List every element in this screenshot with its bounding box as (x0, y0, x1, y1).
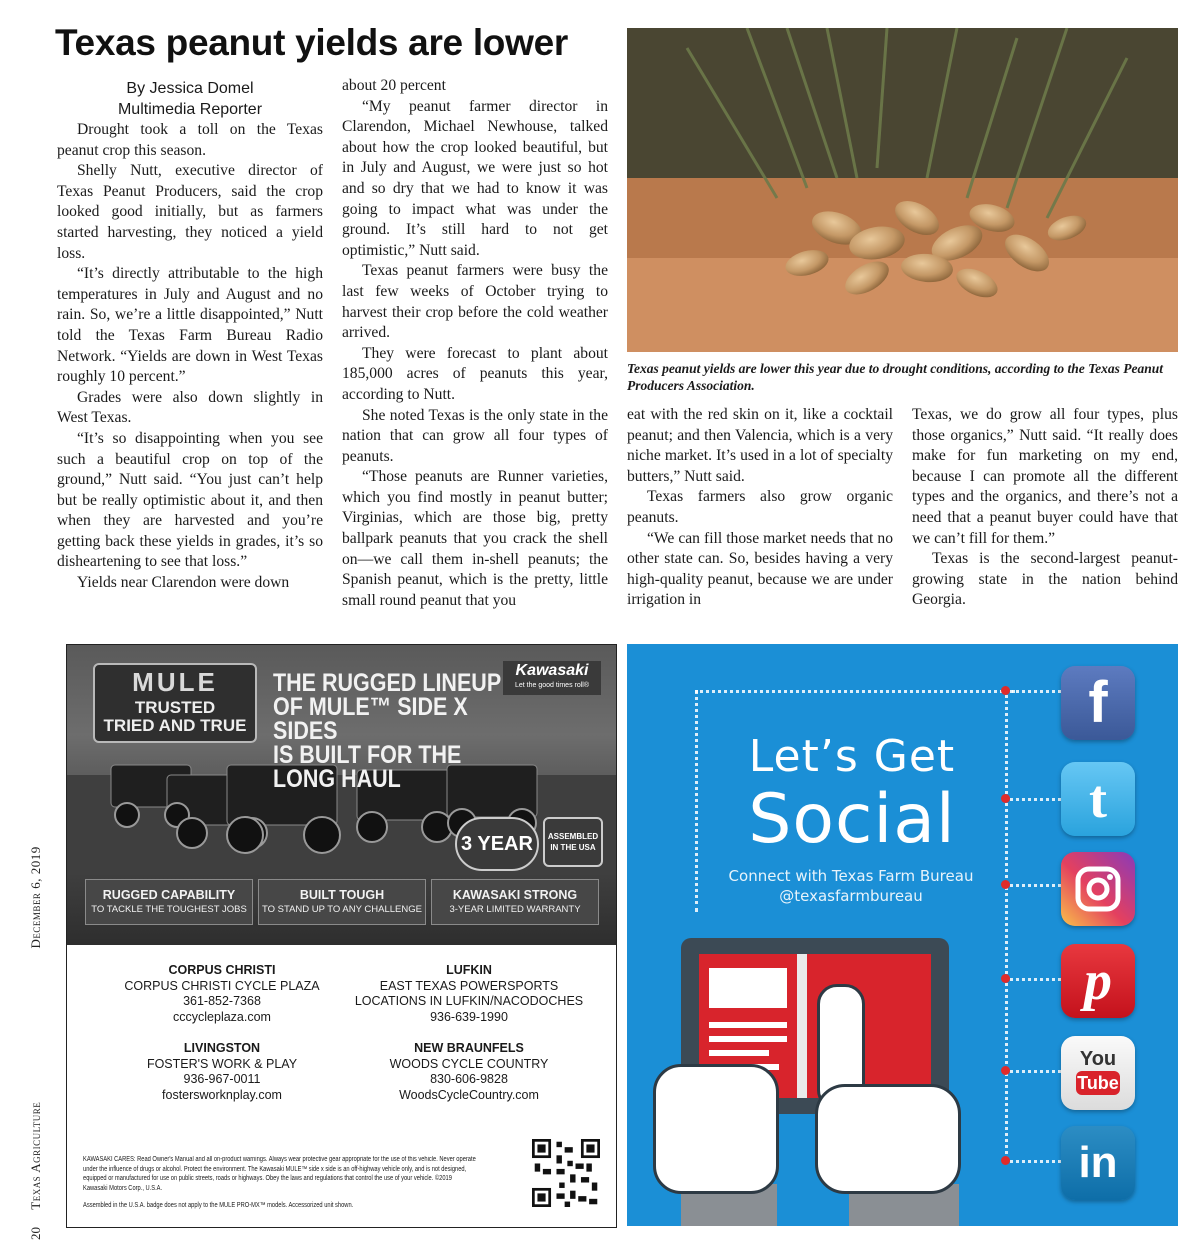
dealer-city: LUFKIN (446, 963, 492, 977)
dotted-line (1005, 690, 1008, 1160)
ad-headline-line: THE RUGGED LINEUP (273, 669, 502, 697)
assembled-usa-badge: ASSEMBLED IN THE USA (543, 817, 603, 867)
connect-line: Connect with Texas Farm Bureau (728, 867, 974, 885)
headline-line-1: Let’s Get (748, 731, 956, 782)
byline-name: By Jessica Domel (126, 80, 254, 97)
connector-dot (1001, 1156, 1010, 1165)
dotted-line (695, 690, 698, 912)
photo-caption: Texas peanut yields are lower this year due to drought conditions, according to the Texas Peanut Producers Association. (627, 361, 1164, 393)
peanut-plants-image (627, 28, 1178, 352)
article-column-3 (627, 405, 893, 611)
ad-headline-line: OF MULE™ SIDE X SIDES (273, 693, 468, 745)
article-column-2 (342, 76, 608, 611)
dotted-line (1005, 1160, 1061, 1163)
dealer-new-braunfels (344, 1041, 594, 1103)
dealer-phone: 936-639-1990 (430, 1009, 508, 1024)
issue-date: December 6, 2019 (28, 846, 43, 949)
connector-dot (1001, 794, 1010, 803)
paragraph-continued: about 20 percent (342, 77, 446, 94)
paragraph: She noted Texas is the only state in the nation that can grow all four types of peanuts. (342, 406, 608, 465)
dealer-name: FOSTER'S WORK & PLAY (146, 1056, 298, 1071)
dealer-lufkin (344, 963, 594, 1025)
brand-tagline: Let the good times roll® (514, 682, 590, 689)
connector-dot (1001, 880, 1010, 889)
paragraph: “Those peanuts are Runner varieties, which you find mostly in peanut butter; Virginias, which are those big, pretty ballpark peanuts that you crack the shell on—we call them in-shell peanuts; the Spanish peanut, which is the pretty, little small round peanut that you (342, 468, 608, 609)
mule-logo (93, 663, 257, 743)
dealer-website[interactable]: cccycleplaza.com (173, 1009, 271, 1024)
connector-dot (1001, 1066, 1010, 1075)
paragraph-continued: eat with the red skin on it, like a cocktail peanut; and then Valencia, which is a very niche market. It’s used in a lot of specialty butters,” Nutt said. (627, 406, 893, 485)
dealer-name: EAST TEXAS POWERSPORTS (379, 978, 559, 993)
ad-headline-line: IS BUILT FOR THE LONG HAUL (273, 741, 462, 793)
dotted-line (1005, 978, 1061, 981)
tag-trusted: TRUSTED (134, 698, 216, 717)
paragraph: Texas peanut farmers were busy the last few weeks of October trying to harvest their crop before the cold weather arrived. (342, 262, 608, 342)
connector-dot (1001, 974, 1010, 983)
feature-box (258, 879, 426, 925)
paragraph: “It’s directly attributable to the high temperatures in July and August and no rain. So, we’re a little disappointed,” Nutt told the Texas Farm Bureau Radio Network. “Yields are down in West Texas roughly 10 percent.” (57, 265, 323, 386)
dealer-website[interactable]: WoodsCycleCountry.com (399, 1087, 539, 1102)
dotted-line (1005, 798, 1061, 801)
byline-title: Multimedia Reporter (117, 101, 263, 118)
instagram-glyph (1061, 852, 1135, 926)
kawasaki-mule-ad[interactable] (66, 644, 617, 1228)
dealer-city: LIVINGSTON (183, 1041, 261, 1055)
instagram-icon[interactable] (1061, 852, 1135, 926)
dotted-line (1005, 884, 1061, 887)
feature-row (85, 879, 599, 925)
feature-box (85, 879, 253, 925)
dealer-phone: 361-852-7368 (183, 994, 261, 1008)
headline-line-2: Social (748, 780, 956, 859)
paragraph: “My peanut farmer director in Clarendon, Michael Newhouse, talked about how the crop looked beautiful, but in July and August, we were just so hot and so dry that we had to know it was going to impact what was under the ground. It’s still hard to not get optimistic,” Nutt said. (342, 97, 608, 259)
dealer-livingston (97, 1041, 347, 1103)
paragraph-continued: Texas, we do grow all four types, plus those organics,” Nutt said. “It really does make for fun marketing on my end, because I can promote all the different types and the organics, and there’s not a need that a peanut buyer could have that we can’t fill for them.” (912, 406, 1178, 547)
social-headline (727, 732, 977, 858)
feature-box (431, 879, 599, 925)
linkedin-text: in (1078, 1138, 1118, 1187)
paragraph: “It’s so disappointing when you see such a beautiful crop on top of the ground,” Nutt said. “You just can’t help but be really optimistic about it, and then when they are harvested and you’re getting back these yields in grades, it’s so disheartening to see that loss.” (57, 429, 323, 571)
paragraph: Drought took a toll on the Texas peanut crop this season. (57, 121, 323, 159)
kawasaki-logo (503, 661, 601, 695)
mule-wordmark: MULE (132, 667, 218, 697)
byline (57, 78, 323, 120)
paragraph: Shelly Nutt, executive director of Texas Peanut Producers, said the crop looked good initially, but as farmers started harvesting, they noticed a yield loss. (57, 162, 323, 262)
pinterest-icon[interactable]: p (1061, 944, 1135, 1018)
feature-subtitle: 3-YEAR LIMITED WARRANTY (449, 904, 581, 915)
dealer-name: WOODS CYCLE COUNTRY (389, 1056, 549, 1071)
facebook-icon[interactable]: f (1061, 666, 1135, 740)
feature-title: BUILT TOUGH (299, 888, 385, 902)
dealer-phone: 936-967-0011 (183, 1072, 261, 1086)
feature-subtitle: TO TACKLE THE TOUGHEST JOBS (91, 904, 247, 915)
feature-subtitle: TO STAND UP TO ANY CHALLENGE (262, 904, 422, 915)
qr-code-icon[interactable] (532, 1139, 600, 1207)
left-hand (653, 1064, 779, 1194)
dotted-line (695, 690, 1015, 693)
fine-print-text: KAWASAKI CARES: Read Owner's Manual and all on-product warnings. Always wear protective gear appropriate for the use of this vehicle. Never operate under the influence of drugs or alcohol. Protect the environment. The Kawasaki MULE™ side x side is an off-highway vehicle only, and is not designed, equipped or manufactured for use on public streets, roads or highways. Obey the laws and regulations that control the use of your vehicle. ©2019 Kawasaki Motors Corp., U.S.A. (83, 1156, 476, 1192)
article-column-4 (912, 405, 1178, 611)
dealer-city: CORPUS CHRISTI (168, 963, 276, 977)
twitter-icon[interactable]: t (1061, 762, 1135, 836)
tag-tried-and-true: TRIED AND TRUE (103, 716, 247, 735)
dealer-name: CORPUS CHRISTI CYCLE PLAZA (124, 978, 320, 993)
fine-print-text: Assembled in the U.S.A. badge does not apply to the MULE PRO-MX™ models. Accessorized unit shown. (83, 1202, 354, 1209)
feature-title: KAWASAKI STRONG (452, 888, 578, 902)
dotted-line (1005, 690, 1061, 693)
page-number: 20 (28, 1227, 43, 1240)
magazine-name: Texas Agriculture (28, 1101, 43, 1210)
article-column-1 (57, 120, 323, 594)
paragraph: “We can fill those market needs that no other state can. So, besides having a very high-quality peanut, because we are under irrigation in (627, 529, 893, 609)
dotted-line (1005, 1070, 1061, 1073)
brand-name: Kawasaki (515, 662, 589, 679)
paragraph: Texas farmers also grow organic peanuts. (627, 488, 893, 526)
mule-tagline (95, 699, 255, 735)
connector-dot (1001, 686, 1010, 695)
linkedin-icon[interactable] (1061, 1126, 1135, 1200)
page-folio (28, 846, 44, 1240)
paragraph: Yields near Clarendon were down (77, 574, 290, 592)
social-media-ad (627, 644, 1178, 1226)
ad-banner (67, 645, 616, 945)
dealer-corpus-christi (97, 963, 347, 1025)
paragraph: They were forecast to plant about 185,000 acres of peanuts this year, according to Nutt. (342, 344, 608, 403)
ad-headline (273, 671, 522, 791)
dealer-website[interactable]: fostersworknplay.com (162, 1087, 282, 1102)
feature-title: RUGGED CAPABILITY (102, 888, 236, 902)
warranty-badge: 3 YEAR (455, 817, 539, 871)
social-connect-text (711, 866, 991, 906)
peanut-photo (627, 28, 1178, 352)
paragraph: Texas is the second-largest peanut-growing state in the nation behind Georgia. (912, 550, 1178, 609)
dealer-city: NEW BRAUNFELS (414, 1041, 524, 1055)
dealer-locations: LOCATIONS IN LUFKIN/NACODOCHES (354, 994, 584, 1008)
social-handle[interactable]: @texasfarmbureau (779, 887, 923, 905)
ad-fine-print (83, 1155, 477, 1211)
right-hand (815, 1084, 961, 1194)
paragraph: Grades were also down slightly in West Texas. (57, 388, 323, 427)
youtube-you-text: You (1079, 1048, 1117, 1070)
article-headline: Texas peanut yields are lower (55, 22, 568, 63)
youtube-tube-text: Tube (1077, 1073, 1119, 1093)
dealer-phone: 830-606-9828 (430, 1072, 508, 1086)
youtube-icon[interactable] (1061, 1036, 1135, 1110)
